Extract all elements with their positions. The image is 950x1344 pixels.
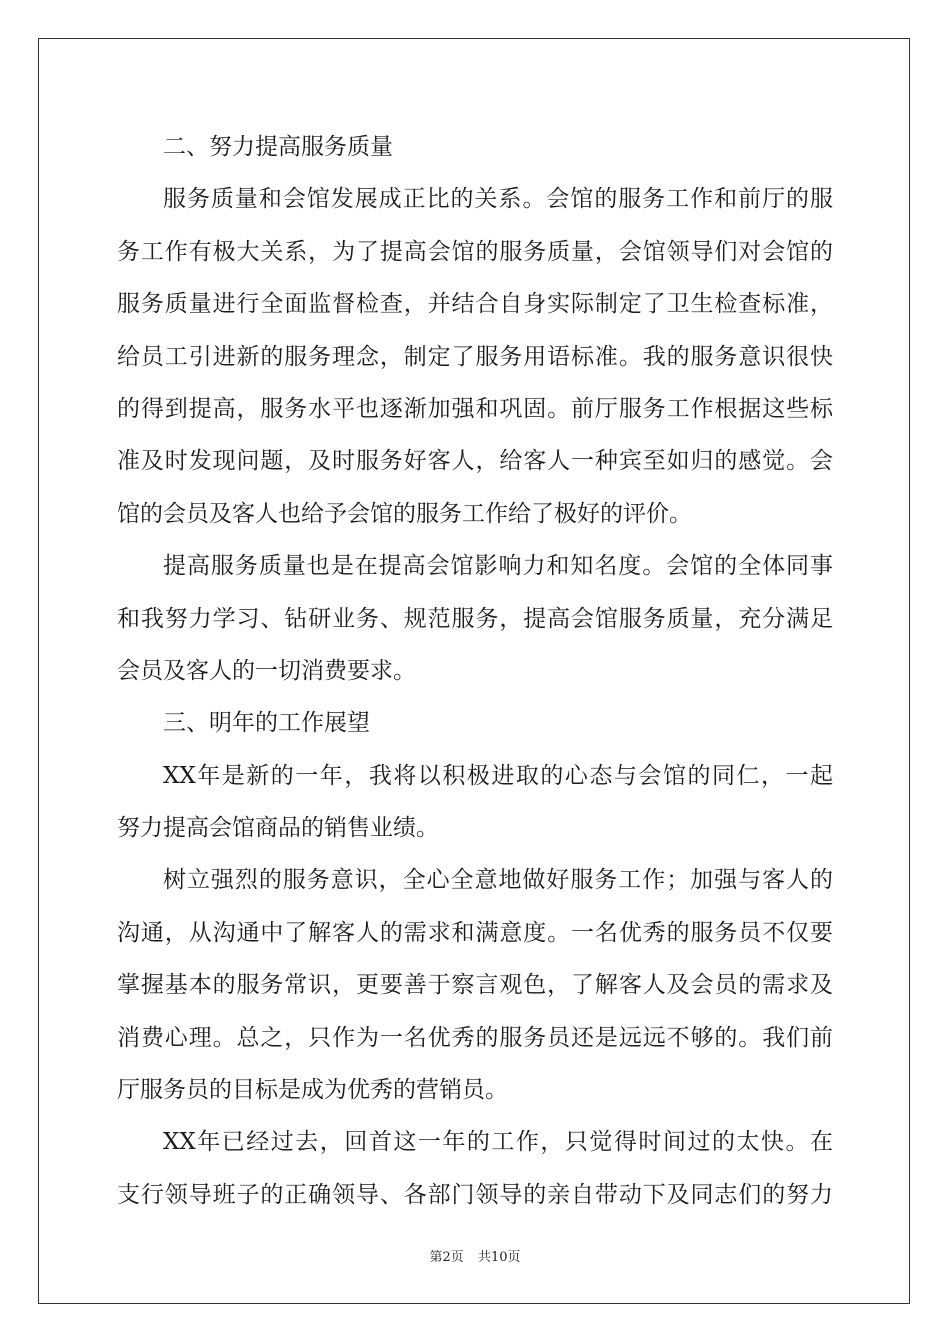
text-line: 服务质量和会馆发展成正比的关系。会馆的服务工作和前厅的服	[163, 186, 833, 213]
text-line: XX年是新的一年，我将以积极进取的心态与会馆的同仁，一起	[163, 762, 833, 789]
text-line: 掌握基本的服务常识，更要善于察言观色，了解客人及会员的需求及	[117, 972, 833, 999]
text-line: 馆的会员及客人也给予会馆的服务工作给了极好的评价。	[117, 500, 692, 527]
text-line: 消费心理。总之，只作为一名优秀的服务员还是远远不够的。我们前	[117, 1024, 833, 1051]
text-line: XX年已经过去，回首这一年的工作，只觉得时间过的太快。在	[163, 1129, 833, 1156]
page-footer	[0, 1246, 950, 1265]
text-line: 支行领导班子的正确领导、各部门领导的亲自带动下及同志们的努力	[117, 1181, 833, 1208]
text-line: 提高服务质量也是在提高会馆影响力和知名度。会馆的全体同事	[163, 553, 833, 580]
text-line: 给员工引进新的服务理念，制定了服务用语标准。我的服务意识很快	[117, 343, 833, 370]
text-line: 树立强烈的服务意识，全心全意地做好服务工作；加强与客人的	[163, 867, 833, 894]
text-line: 努力提高会馆商品的销售业绩。	[117, 815, 439, 842]
document-body	[117, 121, 833, 1221]
page-number: 第2页	[429, 1250, 464, 1265]
text-line: 准及时发现问题，及时服务好客人，给客人一种宾至如归的感觉。会	[117, 448, 833, 475]
text-line: 和我努力学习、钻研业务、规范服务，提高会馆服务质量，充分满足	[117, 605, 833, 632]
text-line: 沟通，从沟通中了解客人的需求和满意度。一名优秀的服务员不仅要	[117, 919, 833, 946]
text-line: 厅服务员的目标是成为优秀的营销员。	[117, 1077, 508, 1104]
text-line: 二、努力提高服务质量	[163, 134, 393, 160]
text-line: 服务质量进行全面监督检查，并结合自身实际制定了卫生检查标准，	[117, 291, 833, 318]
text-line: 务工作有极大关系，为了提高会馆的服务质量，会馆领导们对会馆的	[117, 238, 833, 265]
text-line: 三、明年的工作展望	[163, 710, 370, 737]
text-line: 会员及客人的一切消费要求。	[117, 657, 416, 684]
text-line: 的得到提高，服务水平也逐渐加强和巩固。前厅服务工作根据这些标	[117, 395, 833, 422]
page-total: 共10页	[477, 1250, 521, 1265]
